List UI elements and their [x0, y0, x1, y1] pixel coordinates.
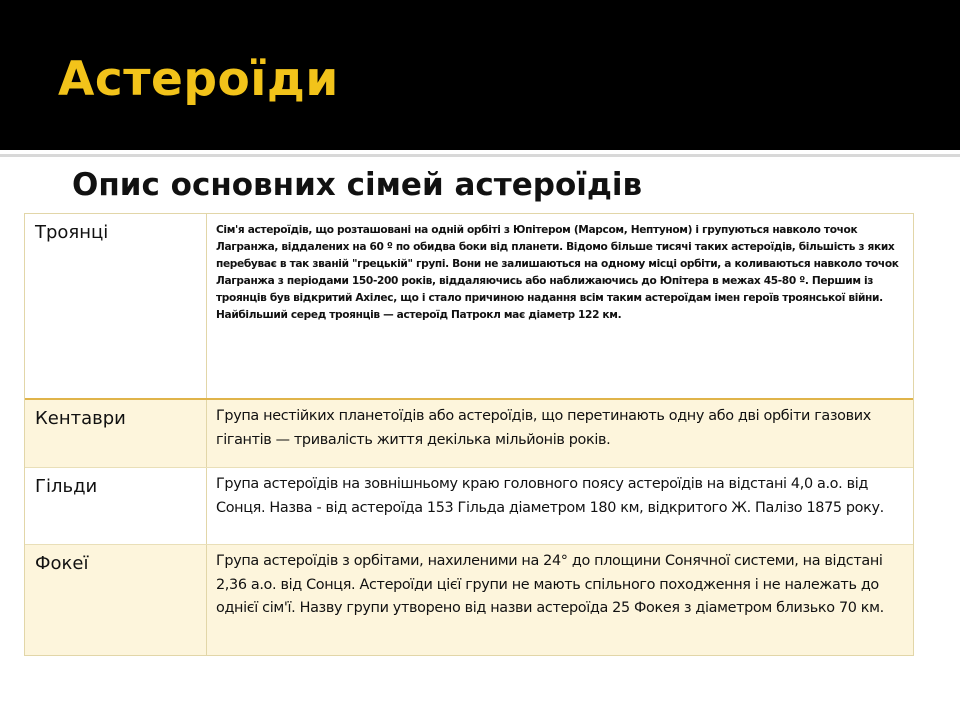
slide-subtitle: Опис основних сімей астероїдів — [72, 167, 643, 203]
table-row — [25, 214, 913, 400]
table-row — [25, 400, 913, 468]
table-row — [25, 468, 913, 545]
asteroid-families-table — [24, 213, 914, 656]
title-divider — [0, 154, 960, 157]
family-name: Троянці — [25, 214, 207, 398]
family-description: Сім'я астероїдів, що розташовані на одній орбіті з Юпітером (Марсом, Нептуном) і групуються навколо точок Лагранжа, віддалених на 60 º по обидва боки від планети. Відомо більше тисячі таких астероїдів, більшість з яких перебуває в так званій "грецькій" групі. Вони не залишаються на одному місці орбіти, а коливаються навколо точок Лагранжа з періодами 150-200 років, віддаляючись або наближаючись до Юпітера в межах 45-80 º. Першим із троянців був відкритий Ахілес, що і стало причиною надання всім таким астероїдам імен героїв троянської війни. Найбільший серед троянців — астероїд Патрокл має діаметр 122 км. — [216, 224, 899, 321]
family-description: Група нестійких планетоїдів або астероїдів, що перетинають одну або дві орбіти газових гігантів — тривалість життя декілька мільйонів років. — [216, 408, 871, 448]
family-name: Гільди — [25, 468, 207, 544]
family-name: Кентаври — [25, 400, 207, 467]
family-name: Фокеї — [25, 545, 207, 655]
family-description: Група астероїдів з орбітами, нахиленими на 24° до площини Сонячної системи, на відстані 2,36 а.о. від Сонця. Астероїди цієї групи не мають спільного походження і не належать до однієї сім'ї. Назву групи утворено від назви астероїда 25 Фокея з діаметром близько 70 км. — [216, 553, 884, 616]
family-description: Група астероїдів на зовнішньому краю головного поясу астероїдів на відстані 4,0 а.о. від Сонця. Назва - від астероїда 153 Гільда діаметром 180 км, відкритого Ж. Палізо 1875 року. — [216, 476, 884, 516]
table-row — [25, 545, 913, 655]
slide-title: Астероїди — [58, 52, 339, 107]
title-bar — [0, 0, 960, 150]
